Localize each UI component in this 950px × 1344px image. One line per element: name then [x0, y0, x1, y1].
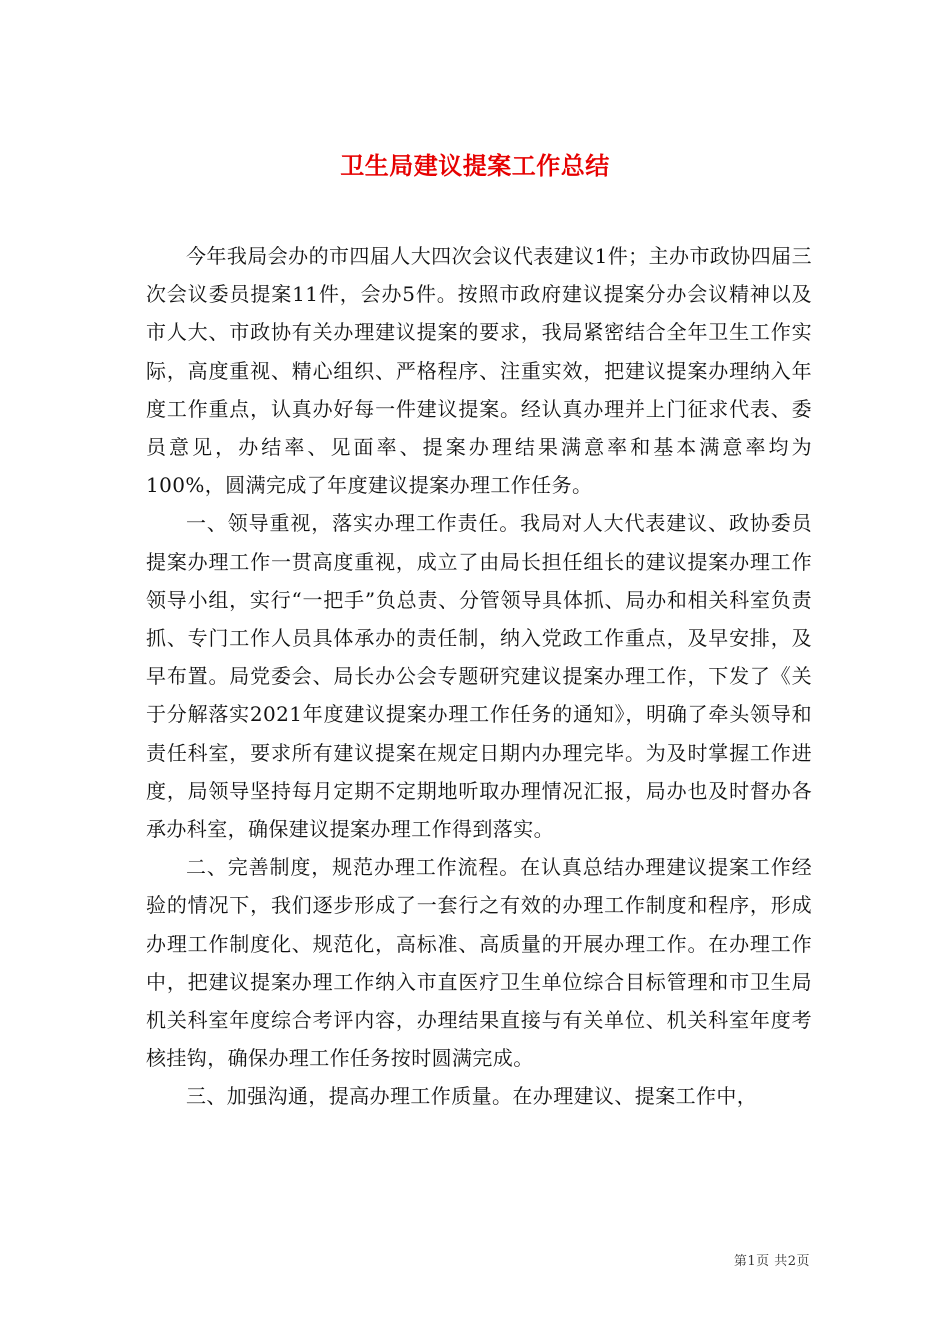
paragraph-section-3: 三、加强沟通，提高办理工作质量。在办理建议、提案工作中， [186, 1084, 758, 1109]
paragraph-section-2: 二、完善制度，规范办理工作流程。在认真总结办理建议提案工作经验的情况下，我们逐步形成了一套行之有效的办理工作制度和程序，形成办理工作制度化、规范化，高标准、高质量的开展办理工作。在办理工作中，把建议提案办理工作纳入市直医疗卫生单位综合目标管理和市卫生局机关科室年度综合考评内容，办理结果直接与有关单位、机关科室年度考核挂钩，确保办理工作任务按时圆满完成。 [146, 855, 812, 1071]
document-title: 卫生局建议提案工作总结 [340, 151, 610, 181]
paragraph-intro: 今年我局会办的市四届人大四次会议代表建议1件；主办市政协四届三次会议委员提案11件，会办5件。按照市政府建议提案分办会议精神以及市人大、市政协有关办理建议提案的要求，我局紧密结合全年卫生工作实际，高度重视、精心组织、严格程序、注重实效，把建议提案办理纳入年度工作重点，认真办好每一件建议提案。经认真办理并上门征求代表、委员意见，办结率、见面率、提案办理结果满意率和基本满意率均为100%，圆满完成了年度建议提案办理工作任务。 [146, 244, 812, 498]
document-body [146, 237, 812, 1116]
paragraph-section-1: 一、领导重视，落实办理工作责任。我局对人大代表建议、政协委员提案办理工作一贯高度重视，成立了由局长担任组长的建议提案办理工作领导小组，实行“一把手”负总责、分管领导具体抓、局办和相关科室负责抓、专门工作人员具体承办的责任制，纳入党政工作重点，及早安排，及早布置。局党委会、局长办公会专题研究建议提案办理工作，下发了《关于分解落实2021年度建议提案办理工作任务的通知》，明确了牵头领导和责任科室，要求所有建议提案在规定日期内办理完毕。为及时掌握工作进度，局领导坚持每月定期不定期地听取办理情况汇报，局办也及时督办各承办科室，确保建议提案办理工作得到落实。 [146, 511, 812, 842]
page-indicator: 第1页 共2页 [733, 1254, 810, 1269]
